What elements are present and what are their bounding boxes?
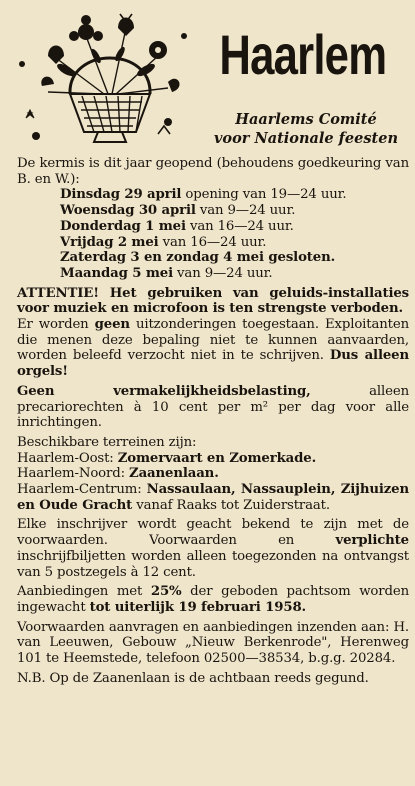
tax-paragraph: Geen vermakelijkheidsbelasting, alleen precariorechten à 10 cent per m² per dag voor alle inrichtingen. (17, 383, 409, 431)
intro-paragraph: De kermis is dit jaar geopend (behoudens goedkeuring van B. en W.): (17, 156, 409, 187)
bids-paragraph: Aanbiedingen met 25% der geboden pachtsom worden ingewacht tot uiterlijk 19 februari 1958. (17, 584, 409, 615)
attention-paragraph: ATTENTIE! Het gebruiken van geluids-installaties voor muziek en microfoon is ten strengste verboden. Er worden geen uitzonderingen toegestaan. Exploitanten die menen deze bepaling niet te kunnen aanvaarden, worden beleefd verzocht niet in te schrijven. Dus alleen orgels! (17, 285, 410, 380)
flower-basket-icon (8, 6, 193, 146)
conditions-paragraph: Elke inschrijver wordt geacht bekend te zijn met de voorwaarden. Voorwaarden en verplichte inschrijfbiljetten worden alleen toegezonden na ontvangst van 5 postzegels à 12 cent. (17, 517, 409, 580)
terrains-paragraph: Beschikbare terreinen zijn: Haarlem-Oost: Zomervaart en Zomerkade. Haarlem-Noord: Zaanenlaan. Haarlem-Centrum: Nassaulaan, Nassauplein, Zijhuizen en Oude Gracht vanaf Raaks tot Zuiderstraat. (17, 434, 409, 513)
page-title: Haarlem (219, 23, 387, 86)
schedule-row: Maandag 5 mei van 9—24 uur. (60, 265, 273, 281)
schedule-row: Vrijdag 2 mei van 16—24 uur. (60, 234, 267, 250)
opening-schedule (60, 187, 409, 281)
announcement-body (17, 156, 409, 687)
schedule-row: Zaterdag 3 en zondag 4 mei gesloten. (60, 250, 336, 266)
schedule-row: Dinsdag 29 april opening van 19—24 uur. (60, 187, 347, 203)
subtitle (196, 110, 415, 148)
schedule-row: Donderdag 1 mei van 16—24 uur. (60, 218, 294, 234)
schedule-row: Woensdag 30 april van 9—24 uur. (60, 203, 296, 219)
address-paragraph: Voorwaarden aanvragen en aanbiedingen inzenden aan: H. van Leeuwen, Gebouw „Nieuw Berkenrode", Herenweg 101 te Heemstede, telefoon 02500—38534, b.g.g. 20284. (17, 619, 409, 667)
subtitle-line-1: Haarlems Comité (235, 111, 377, 128)
note-paragraph: N.B. Op de Zaanenlaan is de achtbaan reeds gegund. (17, 670, 369, 686)
subtitle-line-2: voor Nationale feesten (213, 130, 399, 147)
